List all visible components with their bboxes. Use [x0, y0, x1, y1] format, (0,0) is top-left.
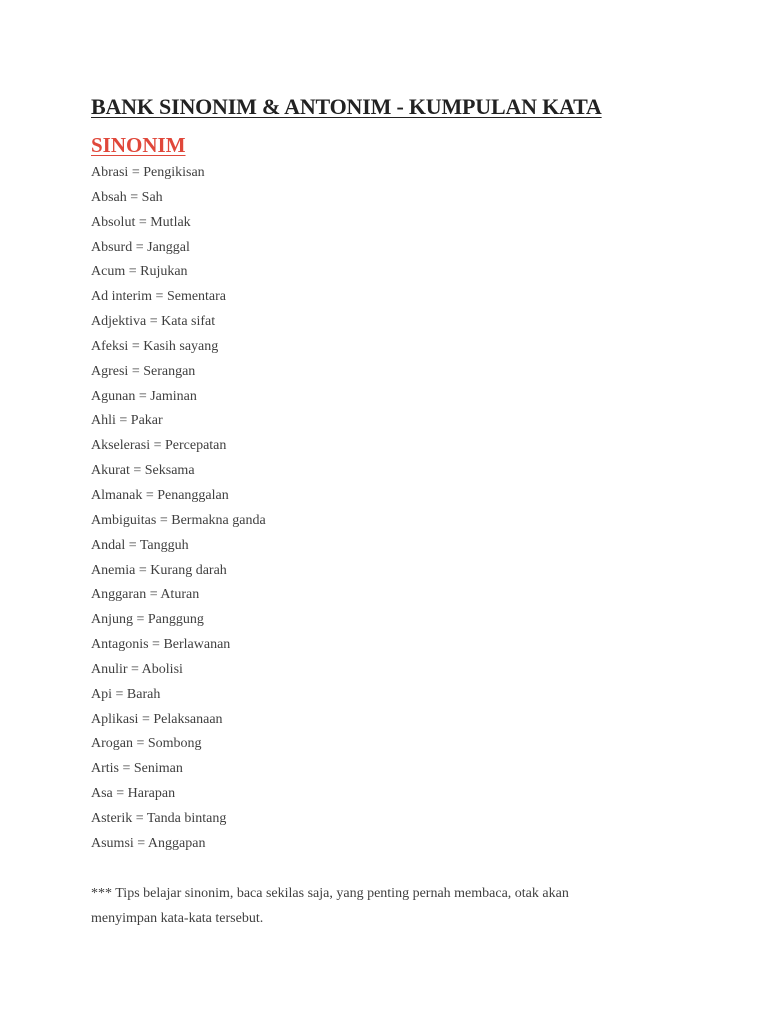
list-item: Afeksi = Kasih sayang: [91, 338, 219, 354]
tips-paragraph: *** Tips belajar sinonim, baca sekilas saja, yang penting pernah membaca, otak akan menyimpan kata-kata tersebut.: [91, 885, 569, 926]
list-item: Absurd = Janggal: [91, 239, 190, 255]
list-item: Abrasi = Pengikisan: [91, 165, 205, 180]
list-item: Akselerasi = Percepatan: [91, 438, 227, 454]
list-item: Asumsi = Anggapan: [91, 835, 206, 851]
list-item: Anulir = Abolisi: [91, 661, 183, 677]
list-item: Absolut = Mutlak: [91, 214, 191, 230]
list-item: Almanak = Penanggalan: [91, 487, 229, 503]
list-item: Absah = Sah: [91, 189, 163, 205]
list-item: Ad interim = Sementara: [91, 289, 227, 305]
list-item: Agunan = Jaminan: [91, 388, 197, 404]
synonym-list: [91, 161, 691, 857]
list-item: Anggaran = Aturan: [91, 587, 200, 603]
list-item: Antagonis = Berlawanan: [91, 637, 231, 653]
document-page: [91, 93, 691, 945]
list-item: Artis = Seniman: [91, 761, 183, 777]
section-heading-sinonim: SINONIM: [91, 133, 186, 157]
list-item: Andal = Tangguh: [91, 537, 189, 553]
list-item: Asterik = Tanda bintang: [91, 810, 227, 826]
list-item: Akurat = Seksama: [91, 463, 195, 479]
list-item: Aplikasi = Pelaksanaan: [91, 711, 223, 727]
list-item: Anemia = Kurang darah: [91, 562, 227, 578]
list-item: Ahli = Pakar: [91, 413, 163, 429]
list-item: Asa = Harapan: [91, 786, 176, 802]
list-item: Ambiguitas = Bermakna ganda: [91, 512, 266, 528]
list-item: Arogan = Sombong: [91, 736, 202, 752]
list-item: Acum = Rujukan: [91, 264, 188, 280]
list-item: Agresi = Serangan: [91, 363, 196, 379]
list-item: Anjung = Panggung: [91, 612, 204, 628]
document-title: BANK SINONIM & ANTONIM - KUMPULAN KATA: [91, 94, 602, 119]
list-item: Adjektiva = Kata sifat: [91, 314, 216, 330]
list-item: Api = Barah: [91, 686, 161, 702]
